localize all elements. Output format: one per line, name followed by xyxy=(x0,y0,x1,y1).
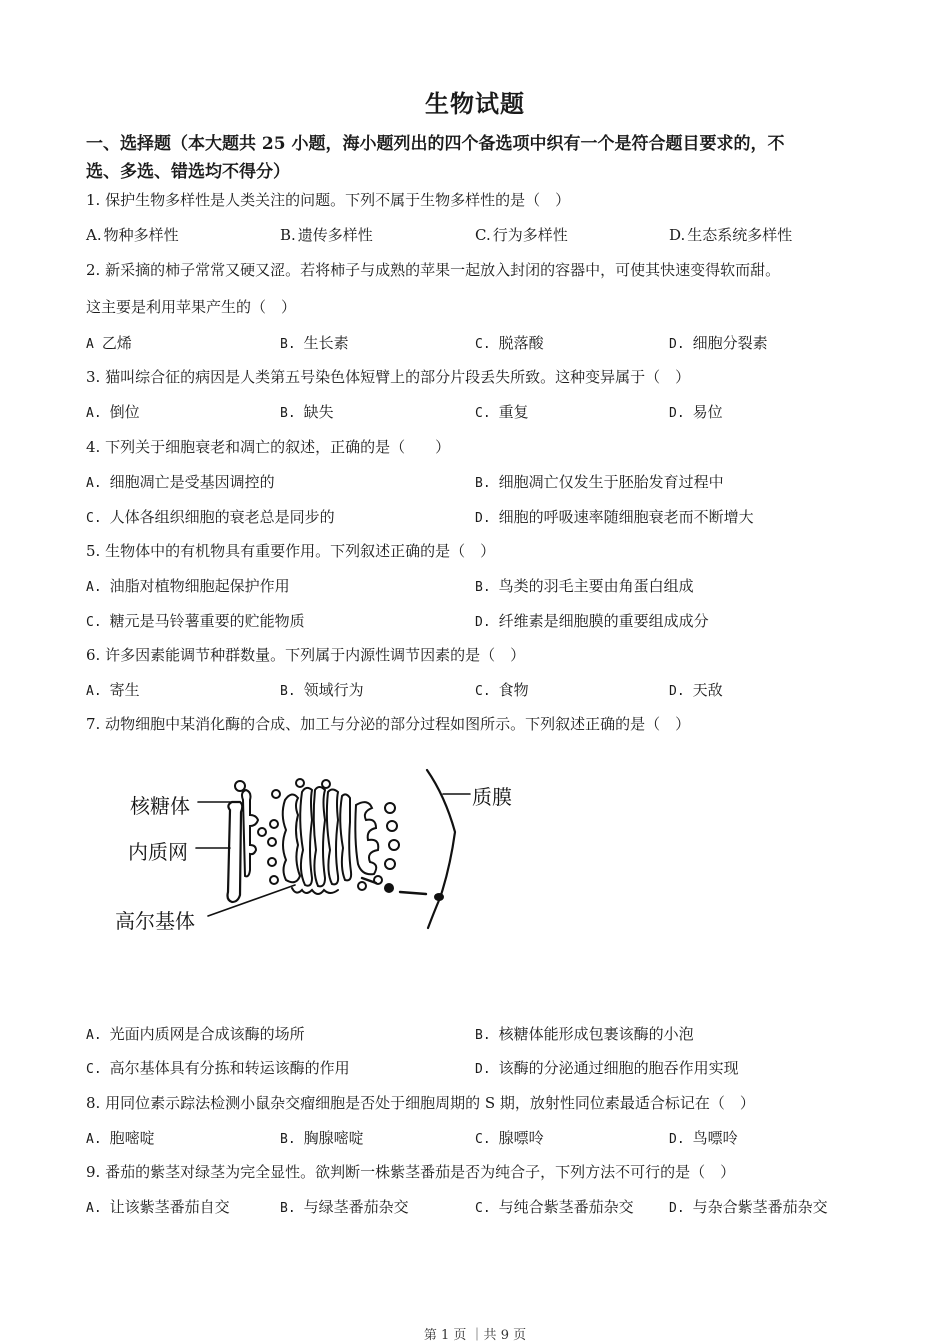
question-3-option-a xyxy=(86,402,140,424)
option-letter: C. xyxy=(475,684,491,699)
section-heading-line-2: 选、多选、错选均不得分） xyxy=(86,162,290,182)
question-4-stem: 4. 下列关于细胞衰老和凋亡的叙述，正确的是（ ） xyxy=(86,438,451,456)
question-6-option-c xyxy=(475,680,529,702)
question-6-stem: 6. 许多因素能调节种群数量。下列属于内源性调节因素的是（ ） xyxy=(86,646,526,664)
question-3-option-b xyxy=(280,402,334,424)
option-letter: C. xyxy=(86,511,102,526)
question-5-stem: 5. 生物体中的有机物具有重要作用。下列叙述正确的是（ ） xyxy=(86,542,496,560)
option-text: 鸟类的羽毛主要由角蛋白组成 xyxy=(498,577,694,595)
option-letter: A. xyxy=(86,226,102,244)
label-ribosome: 核糖体 xyxy=(130,794,190,818)
option-letter: A. xyxy=(86,580,102,595)
question-4-option-d xyxy=(475,507,754,529)
option-letter: A. xyxy=(86,684,102,699)
question-9-option-c xyxy=(475,1197,634,1219)
option-text: 乙烯 xyxy=(101,334,132,352)
option-text: 该酶的分泌通过细胞的胞吞作用实现 xyxy=(498,1059,739,1077)
option-letter: C. xyxy=(86,615,102,630)
option-letter: D. xyxy=(669,226,686,244)
question-8-option-b xyxy=(280,1128,364,1150)
option-text: 重复 xyxy=(498,403,529,421)
page-title: 生物试题 xyxy=(425,89,525,118)
question-5-option-a xyxy=(86,576,290,598)
option-text: 易位 xyxy=(692,403,723,421)
option-text: 寄生 xyxy=(109,681,140,699)
question-6-option-b xyxy=(280,680,364,702)
option-letter: A. xyxy=(86,1028,102,1043)
question-5-option-b xyxy=(475,576,694,598)
option-text: 与纯合紫茎番茄杂交 xyxy=(498,1198,634,1216)
question-2-option-d xyxy=(669,333,768,355)
option-letter: A. xyxy=(86,1201,102,1216)
option-text: 缺失 xyxy=(303,403,334,421)
question-8-option-d xyxy=(669,1128,738,1150)
option-text: 领域行为 xyxy=(303,681,364,699)
option-letter: C. xyxy=(475,226,491,244)
option-letter: C. xyxy=(475,406,491,421)
question-4-option-a xyxy=(86,472,275,494)
question-7-option-c xyxy=(86,1058,350,1080)
question-7-option-d xyxy=(475,1058,739,1080)
option-text: 食物 xyxy=(498,681,529,699)
option-letter: D. xyxy=(669,684,685,699)
option-letter: A. xyxy=(86,476,102,491)
question-2-stem-line-1: 2. 新采摘的柿子常常又硬又涩。若将柿子与成熟的苹果一起放入封闭的容器中，可使其快速变得软而甜。 xyxy=(86,261,781,279)
option-letter: D. xyxy=(475,615,491,630)
option-text: 天敌 xyxy=(692,681,723,699)
option-letter: B. xyxy=(280,406,296,421)
option-text: 糖元是马铃薯重要的贮能物质 xyxy=(109,612,305,630)
option-letter: D. xyxy=(475,511,491,526)
question-7-option-b xyxy=(475,1024,694,1046)
option-text: 与杂合紫茎番茄杂交 xyxy=(692,1198,828,1216)
label-golgi-apparatus: 高尔基体 xyxy=(115,909,195,933)
question-4-option-b xyxy=(475,472,724,494)
option-text: 行为多样性 xyxy=(492,226,568,244)
option-letter: B. xyxy=(280,1132,296,1147)
option-text: 腺嘌呤 xyxy=(498,1129,544,1147)
option-text: 光面内质网是合成该酶的场所 xyxy=(109,1025,305,1043)
option-letter: B. xyxy=(475,580,491,595)
question-6-option-a xyxy=(86,680,140,702)
option-text: 细胞分裂素 xyxy=(692,334,768,352)
option-text: 胸腺嘧啶 xyxy=(303,1129,364,1147)
option-text: 鸟嘌呤 xyxy=(692,1129,738,1147)
question-6-option-d xyxy=(669,680,723,702)
option-text: 胞嘧啶 xyxy=(109,1129,155,1147)
option-letter: B. xyxy=(280,1201,296,1216)
option-letter: D. xyxy=(669,1201,685,1216)
option-letter: C. xyxy=(475,1132,491,1147)
question-8-option-c xyxy=(475,1128,544,1150)
label-endoplasmic-reticulum: 内质网 xyxy=(128,840,188,864)
question-1-option-a xyxy=(86,225,179,245)
option-text: 核糖体能形成包裹该酶的小泡 xyxy=(498,1025,694,1043)
question-1-option-d xyxy=(669,225,792,245)
option-letter: B. xyxy=(280,337,296,352)
option-text: 物种多样性 xyxy=(103,226,179,244)
option-text: 脱落酸 xyxy=(498,334,544,352)
question-1-stem: 1. 保护生物多样性是人类关注的问题。下列不属于生物多样性的是（ ） xyxy=(86,191,571,209)
option-text: 油脂对植物细胞起保护作用 xyxy=(109,577,290,595)
option-letter: B. xyxy=(280,684,296,699)
option-text: 遗传多样性 xyxy=(297,226,373,244)
question-7-stem: 7. 动物细胞中某消化酶的合成、加工与分泌的部分过程如图所示。下列叙述正确的是（ ） xyxy=(86,715,691,733)
question-2-option-a xyxy=(86,333,132,355)
option-letter: B. xyxy=(280,226,296,244)
question-1-option-c xyxy=(475,225,568,245)
option-text: 人体各组织细胞的衰老总是同步的 xyxy=(109,508,335,526)
option-text: 让该紫茎番茄自交 xyxy=(109,1198,230,1216)
cell-secretion-diagram xyxy=(100,760,530,940)
option-letter: D. xyxy=(669,406,685,421)
option-letter: A. xyxy=(86,406,102,421)
section-heading xyxy=(86,130,866,186)
option-text: 纤维素是细胞膜的重要组成成分 xyxy=(498,612,709,630)
question-1-option-b xyxy=(280,225,373,245)
option-letter: D. xyxy=(475,1062,491,1077)
option-letter: D. xyxy=(669,1132,685,1147)
question-9-stem: 9. 番茄的紫茎对绿茎为完全显性。欲判断一株紫茎番茄是否为纯合子，下列方法不可行的是（ ） xyxy=(86,1163,736,1181)
option-text: 细胞的呼吸速率随细胞衰老而不断增大 xyxy=(498,508,754,526)
option-letter: C. xyxy=(475,337,491,352)
question-9-option-d xyxy=(669,1197,828,1219)
option-text: 细胞凋亡仅发生于胚胎发育过程中 xyxy=(498,473,724,491)
question-9-option-a xyxy=(86,1197,230,1219)
question-8-option-a xyxy=(86,1128,155,1150)
option-text: 生长素 xyxy=(303,334,349,352)
section-heading-line-1: 一、选择题（本大题共 25 小题，海小题列出的四个备选项中织有一个是符合题目要求的，不 xyxy=(86,134,785,154)
question-8-stem: 8. 用同位素示踪法检测小鼠杂交瘤细胞是否处于细胞周期的 S 期，放射性同位素最适合标记在（ ） xyxy=(86,1094,755,1112)
question-3-option-c xyxy=(475,402,529,424)
option-text: 细胞凋亡是受基因调控的 xyxy=(109,473,275,491)
option-letter: A xyxy=(86,337,94,352)
option-letter: B. xyxy=(475,476,491,491)
question-2-option-b xyxy=(280,333,349,355)
question-5-option-d xyxy=(475,611,709,633)
option-text: 与绿茎番茄杂交 xyxy=(303,1198,409,1216)
question-4-option-c xyxy=(86,507,335,529)
option-letter: D. xyxy=(669,337,685,352)
option-letter: C. xyxy=(86,1062,102,1077)
option-text: 高尔基体具有分拣和转运该酶的作用 xyxy=(109,1059,350,1077)
option-letter: C. xyxy=(475,1201,491,1216)
option-letter: B. xyxy=(475,1028,491,1043)
question-2-stem-line-2: 这主要是利用苹果产生的（ ） xyxy=(86,298,297,316)
label-plasma-membrane: 质膜 xyxy=(472,785,512,809)
option-text: 生态系统多样性 xyxy=(687,226,793,244)
question-2-option-c xyxy=(475,333,544,355)
question-3-stem: 3. 猫叫综合征的病因是人类第五号染色体短臂上的部分片段丢失所致。这种变异属于（ ） xyxy=(86,368,691,386)
question-5-option-c xyxy=(86,611,305,633)
page-footer: 第 1 页 ｜共 9 页 xyxy=(423,1328,527,1343)
option-text: 倒位 xyxy=(109,403,140,421)
question-3-option-d xyxy=(669,402,723,424)
question-9-option-b xyxy=(280,1197,409,1219)
option-letter: A. xyxy=(86,1132,102,1147)
question-7-option-a xyxy=(86,1024,305,1046)
